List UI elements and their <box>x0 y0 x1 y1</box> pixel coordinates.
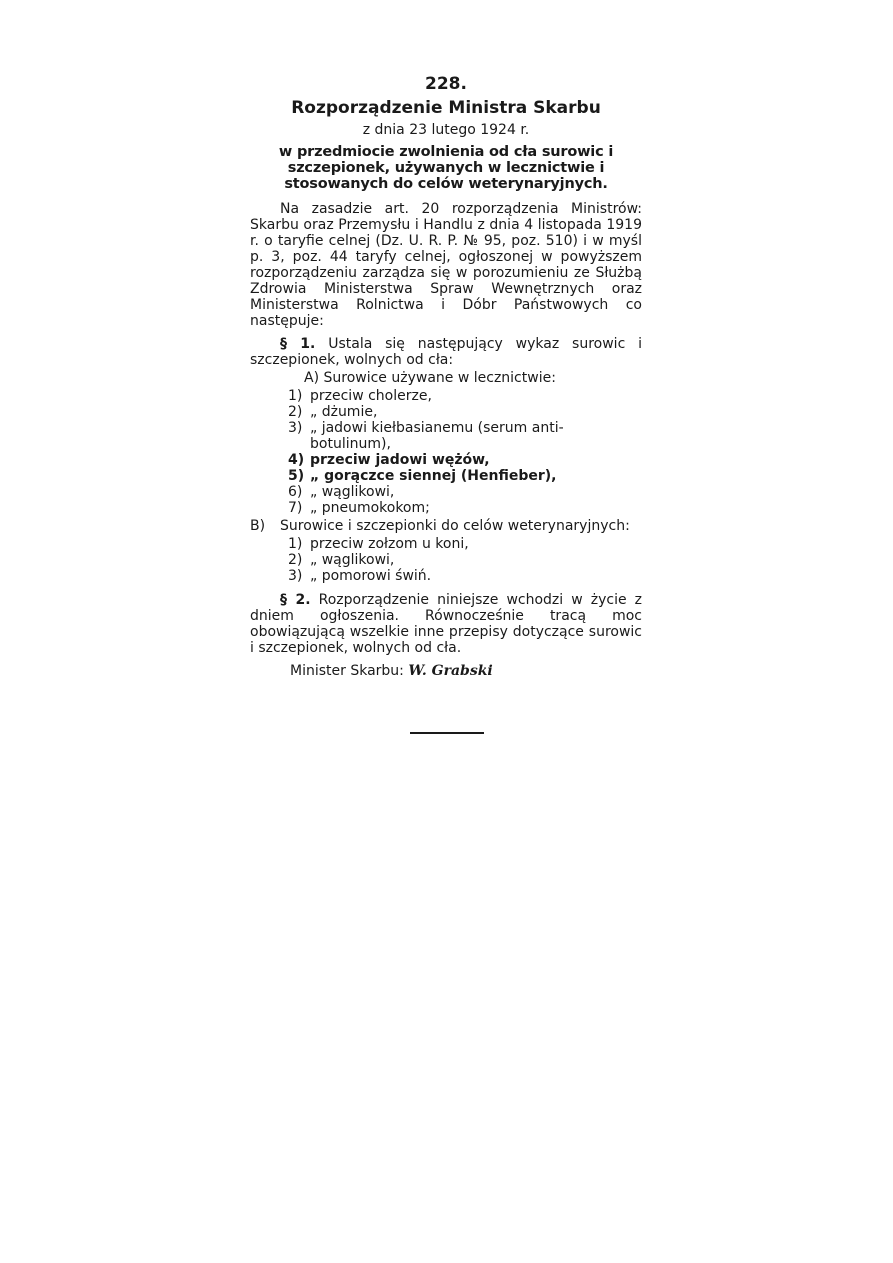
item-text: „ pneumokokom; <box>310 500 430 516</box>
group-b-heading <box>250 518 642 534</box>
signature-line <box>250 663 642 679</box>
item-number: 4) <box>288 452 305 468</box>
section-2-label: § 2. <box>280 592 311 608</box>
list-item <box>250 404 642 420</box>
group-b-title: Surowice i szczepionki do celów weterynaryjnych: <box>280 518 630 534</box>
closing-rule <box>410 732 484 734</box>
item-number: 5) <box>288 468 305 484</box>
item-text: „ pomorowi świń. <box>310 568 432 584</box>
item-text: „ dżumie, <box>310 404 378 420</box>
item-text: „ gorączce siennej (Henfieber), <box>310 468 557 484</box>
group-a-list <box>250 388 642 516</box>
list-item <box>250 536 642 552</box>
list-item <box>250 484 642 500</box>
section-2-text: Rozporządzenie niniejsze wchodzi w życie z dniem ogłoszenia. Równocześnie tracą moc obowiązującą wszelkie inne przepisy dotyczące surowic i szczepionek, wolnych od cła. <box>250 592 642 656</box>
document-title: Rozporządzenie Ministra Skarbu <box>291 98 601 118</box>
document-page <box>250 76 642 679</box>
document-subject: w przedmiocie zwolnienia od cła surowic i szczepionek, używanych w lecznictwie i stosowanych do celów weterynaryjnych. <box>278 144 614 192</box>
item-text: „ jadowi kiełbasianemu (serum anti-botulinum), <box>310 420 564 452</box>
group-b-list <box>250 536 642 584</box>
page-number: 228. <box>425 74 467 94</box>
group-b-label: B) <box>250 518 266 534</box>
item-text: przeciw cholerze, <box>310 388 432 404</box>
list-item <box>250 452 642 468</box>
item-number: 3) <box>288 420 303 436</box>
signature-name: W. Grabski <box>408 663 493 679</box>
item-number: 1) <box>288 536 303 552</box>
item-text: przeciw jadowi wężów, <box>310 452 490 468</box>
list-item <box>250 552 642 568</box>
section-2-paragraph <box>250 592 642 656</box>
section-1-label: § 1. <box>280 336 316 352</box>
section-1-text: Ustala się następujący wykaz surowic i szczepionek, wolnych od cła: <box>250 336 643 368</box>
section-1-paragraph <box>250 336 642 368</box>
document-date: z dnia 23 lutego 1924 r. <box>362 122 530 138</box>
list-item <box>250 468 642 484</box>
signature-label: Minister Skarbu: <box>290 663 404 679</box>
item-number: 6) <box>288 484 303 500</box>
item-text: „ wąglikowi, <box>310 484 395 500</box>
group-a-label: A) <box>304 370 320 386</box>
item-number: 2) <box>288 404 303 420</box>
item-text: przeciw zołzom u koni, <box>310 536 469 552</box>
list-item <box>250 568 642 584</box>
item-number: 1) <box>288 388 303 404</box>
group-a-heading <box>250 370 642 386</box>
item-number: 2) <box>288 552 303 568</box>
item-number: 3) <box>288 568 303 584</box>
group-a-title: Surowice używane w lecznictwie: <box>323 370 556 386</box>
list-item <box>250 388 642 404</box>
intro-paragraph: Na zasadzie art. 20 rozporządzenia Ministrów: Skarbu oraz Przemysłu i Handlu z dnia 4 listopada 1919 r. o taryfie celnej (Dz. U. R. P. № 95, poz. 510) i w myśl p. 3, poz. 44 taryfy celnej, ogłoszonej w powyższem rozporządzeniu zarządza się w porozumieniu ze Służbą Zdrowia Ministerstwa Spraw Wewnętrznych oraz Ministerstwa Rolnictwa i Dóbr Państwowych co następuje: <box>250 201 642 329</box>
list-item <box>250 420 642 452</box>
item-text: „ wąglikowi, <box>310 552 395 568</box>
list-item <box>250 500 642 516</box>
item-number: 7) <box>288 500 303 516</box>
